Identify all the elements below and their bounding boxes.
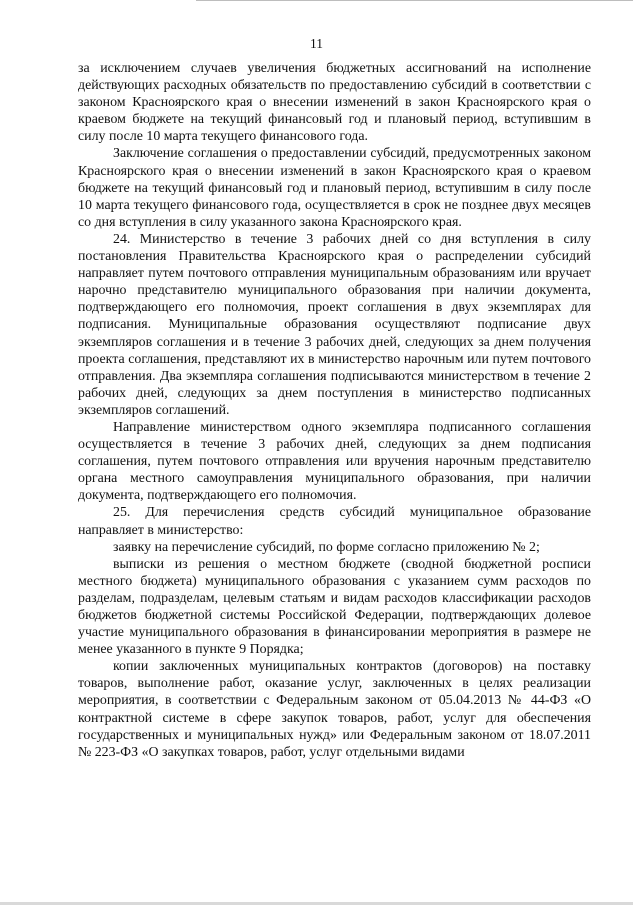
top-edge-rule bbox=[196, 0, 633, 4]
paragraph-agreement-delivery: Направление министерством одного экземпляра подписанного соглашения осуществляется в течение 3 рабочих дней, следующих за днем подписания соглашения, путем почтового отправления или вручения нарочным представителю органа местного самоуправления муниципального образования, при наличии документа, подтверждающего его полномочия. bbox=[78, 419, 591, 504]
paragraph-budget-extracts: выписки из решения о местном бюджете (сводной бюджетной росписи местного бюджета) муниципального образования с указанием сумм расходов по разделам, подразделам, целевым статьям и видам расходов классификации расходов бюджетов бюджетной системы Российской Федерации, подтверждающих долевое участие муниципального образования в финансировании мероприятия в размере не менее указанного в пункте 9 Порядка; bbox=[78, 556, 591, 658]
paragraph-continuation: за исключением случаев увеличения бюджетных ассигнований на исполнение действующих расходных обязательств по предоставлению субсидий в соответствии с законом Красноярского края о внесении изменений в закон Красноярского края о краевом бюджете на текущий финансовый год и плановый период, вступившим в силу после 10 марта текущего финансового года. bbox=[78, 61, 591, 145]
paragraph-agreement-deadline: Заключение соглашения о предоставлении субсидий, предусмотренных законом Красноярского края о внесении изменений в закон Красноярского края о краевом бюджете на текущий финансовый год и плановый период, вступившим в силу после 10 марта текущего финансового года, осуществляется в срок не позднее двух месяцев со дня вступления в силу указанного закона Красноярского края. bbox=[78, 146, 591, 230]
paragraph-item-24: 24. Министерство в течение 3 рабочих дней со дня вступления в силу постановления Правительства Красноярского края о распределении субсидий направляет путем почтового отправления муниципальным образованиям или вручает нарочно представителю муниципального образования при наличии документа, подтверждающего его полномочия, проект соглашения в двух экземплярах для подписания. Муниципальные образования осуществляют подписание двух экземпляров соглашения и в течение 3 рабочих дней, следующих за днем получения проекта соглашения, представляют их в министерство нарочным или путем почтового отправления. Два экземпляра соглашения подписываются министерством в течение 2 рабочих дней, следующих за днем поступления в министерство подписанных экземпляров соглашений. bbox=[78, 231, 591, 418]
paragraph-item-25: 25. Для перечисления средств субсидий муниципальное образование направляет в министерство: bbox=[78, 505, 591, 538]
page-number: 11 bbox=[310, 36, 323, 51]
paragraph-contract-copies: копии заключенных муниципальных контрактов (договоров) на поставку товаров, выполнение работ, оказание услуг, заключенных в целях реализации мероприятия, в соответствии с Федеральным законом от 05.04.2013 № 44-ФЗ «О контрактной системе в сфере закупок товаров, работ, услуг для обеспечения государственных и муниципальных нужд» или Федеральным законом от 18.07.2011 № 223-ФЗ «О закупках товаров, работ, услуг отдельными видами bbox=[78, 659, 591, 760]
document-body bbox=[78, 60, 591, 761]
paragraph-subsidy-request: заявку на перечисление субсидий, по форме согласно приложению № 2; bbox=[113, 539, 540, 555]
